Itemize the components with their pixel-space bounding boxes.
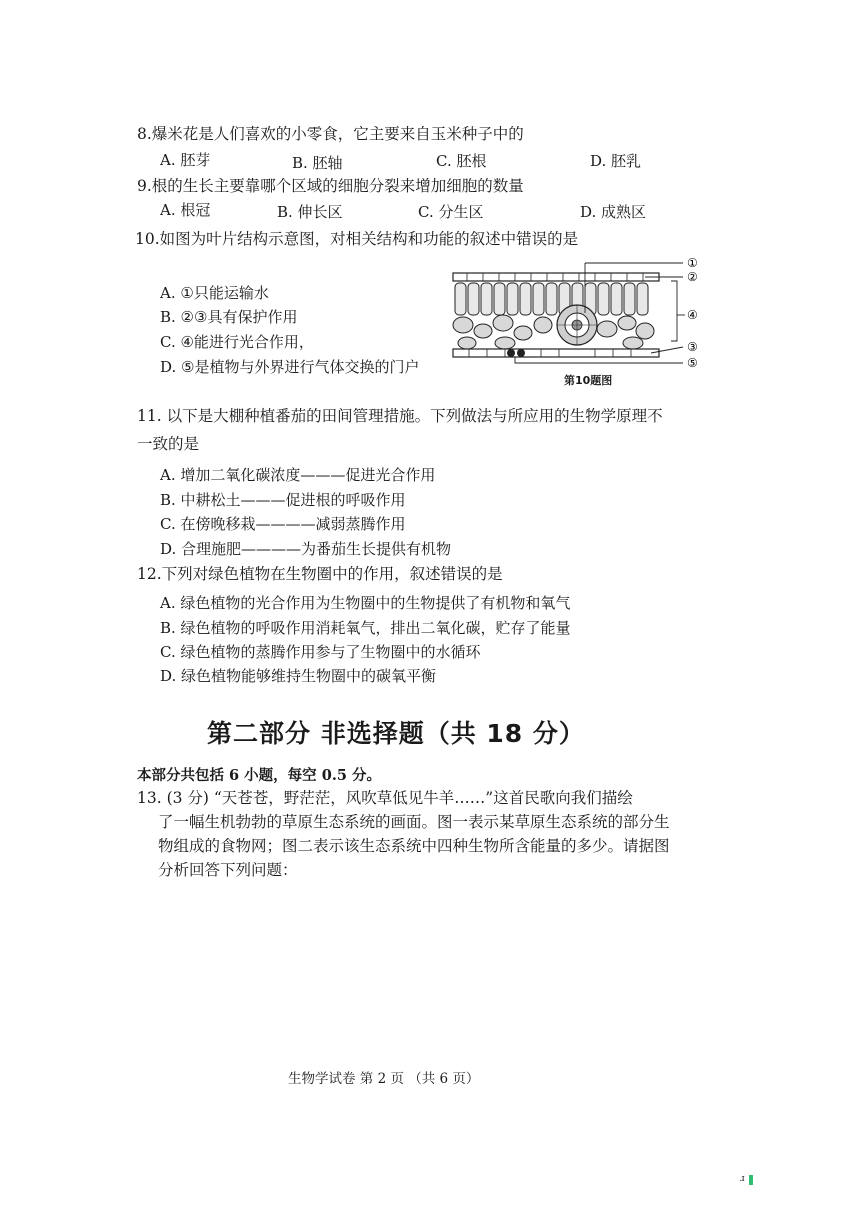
question-10-stem: 10.如图为叶片结构示意图，对相关结构和功能的叙述中错误的是 <box>135 230 579 248</box>
figure-label-3: ③ <box>687 340 698 354</box>
q12-option-b: B. 绿色植物的呼吸作用消耗氧气，排出二氧化碳，贮存了能量 <box>160 619 571 637</box>
palisade-tissue <box>455 283 648 315</box>
question-9-stem: 9.根的生长主要靠哪个区域的细胞分裂来增加细胞的数量 <box>137 177 524 195</box>
upper-epidermis <box>453 273 659 281</box>
lower-epidermis <box>453 349 659 357</box>
q10-option-c: C. ④能进行光合作用， <box>160 333 314 351</box>
leaf-vein <box>557 305 597 345</box>
figure-caption: 第10题图 <box>564 374 613 387</box>
question-11-stem-line1: 11. 以下是大棚种植番茄的田间管理措施。下列做法与所应用的生物学原理不 <box>137 407 663 425</box>
q10-option-b: B. ②③具有保护作用 <box>160 308 298 326</box>
spongy-tissue <box>453 315 654 349</box>
q11-option-c: C. 在傍晚移栽————减弱蒸腾作用 <box>160 515 406 533</box>
q12-option-c: C. 绿色植物的蒸腾作用参与了生物圈中的水循环 <box>160 643 481 661</box>
question-12-stem: 12.下列对绿色植物在生物圈中的作用，叙述错误的是 <box>137 565 503 583</box>
question-13-line3: 物组成的食物网；图二表示该生态系统中四种生物所含能量的多少。请据图 <box>158 837 670 855</box>
page-footer: 生物学试卷 第 2 页 （共 6 页） <box>288 1071 480 1087</box>
q8-option-a: A. 胚芽 <box>160 151 211 169</box>
q9-option-b: B. 伸长区 <box>277 203 343 221</box>
q8-option-c: C. 胚根 <box>436 152 487 170</box>
corner-mark: ɹ <box>740 1174 745 1184</box>
q8-option-b: B. 胚轴 <box>292 154 343 172</box>
q9-option-c: C. 分生区 <box>418 203 484 221</box>
section-note: 本部分共包括 6 小题，每空 0.5 分。 <box>137 767 382 784</box>
question-13-line2: 了一幅生机勃勃的草原生态系统的画面。图一表示某草原生态系统的部分生 <box>158 813 670 831</box>
question-11-stem-line2: 一致的是 <box>137 435 200 453</box>
q11-option-a: A. 增加二氧化碳浓度———促进光合作用 <box>160 466 436 484</box>
stoma <box>507 349 525 357</box>
question-8-stem: 8.爆米花是人们喜欢的小零食，它主要来自玉米种子中的 <box>137 125 524 143</box>
q10-option-a: A. ①只能运输水 <box>160 284 269 302</box>
q12-option-d: D. 绿色植物能够维持生物圈中的碳氧平衡 <box>160 667 437 685</box>
section-title: 第二部分 非选择题（共 18 分） <box>207 719 585 748</box>
q11-option-d: D. 合理施肥————为番茄生长提供有机物 <box>160 540 452 558</box>
figure-label-5: ⑤ <box>687 356 698 370</box>
figure-label-4: ④ <box>687 308 698 322</box>
q8-option-d: D. 胚乳 <box>590 152 642 170</box>
scan-indicator <box>749 1175 753 1185</box>
figure-label-1: ① <box>687 256 698 270</box>
q9-option-d: D. 成熟区 <box>580 203 647 221</box>
q11-option-b: B. 中耕松土———促进根的呼吸作用 <box>160 491 406 509</box>
q12-option-a: A. 绿色植物的光合作用为生物圈中的生物提供了有机物和氧气 <box>160 594 571 612</box>
question-13-line4: 分析回答下列问题： <box>158 861 298 879</box>
q9-option-a: A. 根冠 <box>160 201 211 219</box>
q10-option-d: D. ⑤是植物与外界进行气体交换的门户 <box>160 358 420 376</box>
question-13-line1: 13. (3 分) “天苍苍，野茫茫，风吹草低见牛羊……”这首民歌向我们描绘 <box>137 789 633 807</box>
figure-label-2: ② <box>687 270 698 284</box>
leaf-structure-figure <box>445 253 715 388</box>
